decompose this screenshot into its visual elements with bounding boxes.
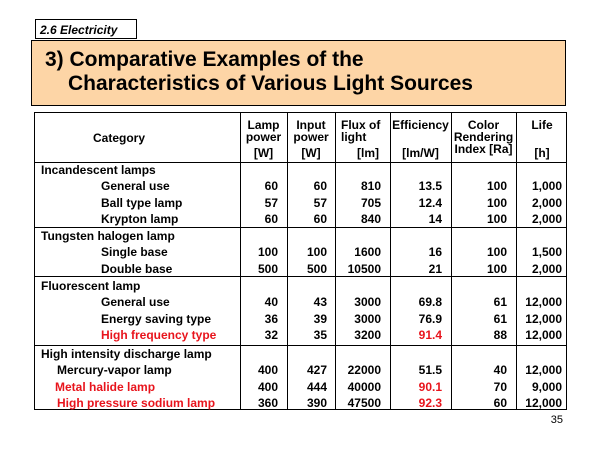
cell-eff: 21 [428, 261, 442, 276]
cell-cri: 88 [493, 328, 507, 343]
row-label: General use [101, 179, 170, 194]
cell-life: 2,000 [531, 212, 562, 227]
cell-eff: 12.4 [418, 195, 442, 210]
row-label: Mercury-vapor lamp [57, 363, 172, 378]
cell-flux: 3000 [354, 295, 381, 310]
row-label: High frequency type [101, 328, 217, 343]
cell-flux: 10500 [347, 261, 381, 276]
cell-lamp: 400 [257, 379, 278, 394]
cell-lamp: 57 [264, 195, 278, 210]
cell-cri: 100 [486, 245, 507, 260]
cell-eff: 76.9 [418, 311, 442, 326]
cell-input: 57 [313, 195, 327, 210]
cell-input: 35 [313, 328, 327, 343]
header-color-rendering: Color Rendering Index [Ra] [453, 118, 514, 156]
cell-life: 12,000 [525, 363, 562, 378]
row-label: Energy saving type [101, 311, 212, 326]
cell-flux: 22000 [347, 363, 381, 378]
row-label: Double base [101, 261, 173, 276]
row-label: Krypton lamp [101, 212, 179, 227]
cell-life: 12,000 [525, 295, 562, 310]
cell-cri: 70 [493, 379, 507, 394]
cell-flux: 1600 [354, 245, 381, 260]
cell-eff: 51.5 [418, 363, 442, 378]
header-efficiency: Efficiency [lm/W] [392, 118, 449, 160]
row-label: Single base [101, 245, 168, 260]
cell-flux: 3200 [354, 328, 381, 343]
cell-flux: 40000 [347, 379, 381, 394]
cell-life: 9,000 [531, 379, 562, 394]
cell-lamp: 60 [264, 212, 278, 227]
row-label: Ball type lamp [101, 195, 183, 210]
cell-eff: 16 [428, 245, 442, 260]
cell-lamp: 40 [264, 295, 278, 310]
row-label: General use [101, 295, 170, 310]
cell-life: 2,000 [531, 261, 562, 276]
cell-flux: 3000 [354, 311, 381, 326]
cell-eff: 91.4 [418, 328, 442, 343]
cell-lamp: 32 [264, 328, 278, 343]
cell-flux: 47500 [347, 396, 381, 411]
cell-eff: 90.1 [418, 379, 442, 394]
title-box [31, 40, 566, 106]
cell-input: 43 [313, 295, 327, 310]
header-input-power: Input power [W] [293, 118, 329, 160]
cell-flux: 705 [360, 195, 381, 210]
cell-input: 60 [313, 179, 327, 194]
header-flux: Flux of light [lm] [341, 118, 381, 160]
cell-cri: 100 [486, 212, 507, 227]
cell-lamp: 400 [257, 363, 278, 378]
page-number: 35 [550, 414, 563, 426]
cell-eff: 92.3 [418, 396, 442, 411]
group-header: Fluorescent lamp [41, 279, 141, 293]
header-life: Life [h] [531, 118, 553, 160]
cell-lamp: 500 [257, 261, 278, 276]
cell-input: 39 [313, 311, 327, 326]
cell-input: 500 [306, 261, 327, 276]
comparison-table [34, 112, 567, 410]
cell-life: 12,000 [525, 311, 562, 326]
cell-life: 12,000 [525, 396, 562, 411]
cell-cri: 61 [493, 295, 507, 310]
cell-flux: 810 [360, 179, 381, 194]
cell-life: 2,000 [531, 195, 562, 210]
cell-input: 444 [306, 379, 327, 394]
title-line-2: Characteristics of Various Light Sources [68, 72, 473, 95]
cell-lamp: 360 [257, 396, 278, 411]
header-lamp-power: Lamp power [W] [245, 118, 282, 160]
cell-input: 60 [313, 212, 327, 227]
cell-input: 100 [306, 245, 327, 260]
group-header: High intensity discharge lamp [41, 347, 212, 361]
cell-input: 427 [306, 363, 327, 378]
cell-cri: 40 [493, 363, 507, 378]
group-header: Tungsten halogen lamp [41, 229, 175, 243]
cell-life: 1,000 [531, 179, 562, 194]
cell-cri: 100 [486, 195, 507, 210]
section-tag: 2.6 Electricity [35, 19, 137, 39]
cell-flux: 840 [360, 212, 381, 227]
cell-cri: 61 [493, 311, 507, 326]
cell-lamp: 60 [264, 179, 278, 194]
cell-cri: 100 [486, 261, 507, 276]
group-header: Incandescent lamps [41, 163, 156, 177]
cell-lamp: 100 [257, 245, 278, 260]
header-category: Category [93, 131, 146, 145]
row-label: Metal halide lamp [55, 379, 156, 394]
cell-life: 1,500 [531, 245, 562, 260]
cell-cri: 60 [493, 396, 507, 411]
cell-life: 12,000 [525, 328, 562, 343]
row-label: High pressure sodium lamp [57, 396, 216, 411]
group-divider [35, 345, 566, 346]
cell-eff: 69.8 [418, 295, 442, 310]
cell-cri: 100 [486, 179, 507, 194]
cell-eff: 14 [428, 212, 442, 227]
cell-input: 390 [306, 396, 327, 411]
cell-lamp: 36 [264, 311, 278, 326]
title-line-1: 3) Comparative Examples of the [45, 48, 364, 71]
cell-eff: 13.5 [418, 179, 442, 194]
